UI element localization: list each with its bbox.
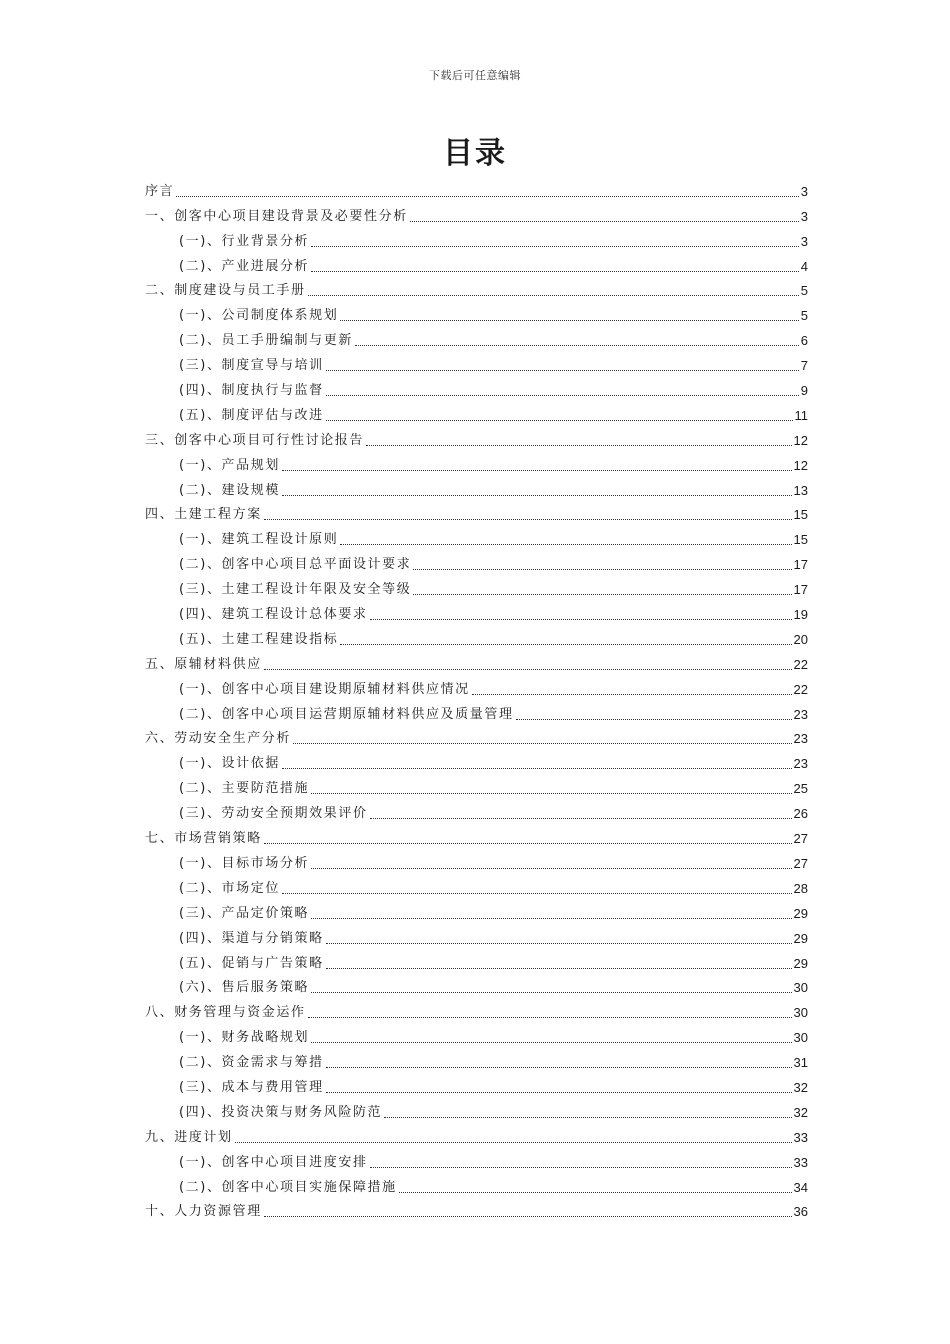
toc-entry[interactable] [145, 500, 808, 525]
toc-entry-page-number: 25 [793, 781, 808, 797]
toc-entry[interactable] [145, 300, 808, 325]
toc-entry-page-number: 5 [800, 308, 808, 324]
toc-dot-leader [293, 743, 792, 744]
toc-entry-label: (一)、目标市场分析 [179, 855, 310, 871]
toc-dot-leader [326, 968, 792, 969]
toc-entry-label: (二)、市场定位 [179, 880, 280, 896]
toc-entry-label: (五)、制度评估与改进 [179, 407, 324, 423]
toc-entry-page-number: 34 [793, 1179, 808, 1195]
toc-entry-page-number: 33 [793, 1154, 808, 1170]
toc-entry-page-number: 32 [793, 1104, 808, 1120]
toc-entry-label: (三)、制度宣导与培训 [179, 358, 324, 374]
page-title: 目录 [443, 136, 507, 171]
toc-entry-label: 二、制度建设与员工手册 [145, 283, 306, 299]
toc-entry-page-number: 29 [793, 930, 808, 946]
toc-dot-leader [311, 992, 791, 993]
toc-entry[interactable] [145, 350, 808, 375]
toc-entry[interactable] [145, 574, 808, 599]
toc-entry-page-number: 29 [793, 955, 808, 971]
toc-entry-label: (二)、创客中心项目总平面设计要求 [179, 557, 412, 573]
toc-entry-label: 七、市场营销策略 [145, 831, 262, 847]
toc-entry-label: (二)、建设规模 [179, 482, 280, 498]
toc-entry-page-number: 17 [793, 557, 808, 573]
toc-entry-label: (四)、制度执行与监督 [179, 383, 324, 399]
toc-entry-label: 一、创客中心项目建设背景及必要性分析 [145, 208, 408, 224]
toc-entry[interactable] [145, 724, 808, 749]
toc-entry-label: (三)、土建工程设计年限及安全等级 [179, 582, 412, 598]
toc-entry-page-number: 3 [800, 233, 808, 249]
toc-entry[interactable] [145, 1122, 808, 1147]
toc-entry-page-number: 22 [793, 656, 808, 672]
toc-dot-leader [384, 1117, 791, 1118]
toc-entry[interactable] [145, 798, 808, 823]
toc-entry[interactable] [145, 201, 808, 226]
toc-entry[interactable] [145, 524, 808, 549]
toc-entry-page-number: 32 [793, 1079, 808, 1095]
toc-entry[interactable] [145, 1147, 808, 1172]
toc-entry[interactable] [145, 773, 808, 798]
toc-dot-leader [340, 320, 798, 321]
toc-entry[interactable] [145, 375, 808, 400]
toc-entry[interactable] [145, 325, 808, 350]
toc-entry-page-number: 13 [793, 482, 808, 498]
toc-dot-leader [308, 295, 799, 296]
toc-entry[interactable] [145, 450, 808, 475]
toc-entry-label: (四)、建筑工程设计总体要求 [179, 607, 368, 623]
toc-entry-page-number: 29 [793, 905, 808, 921]
toc-entry-page-number: 11 [794, 407, 808, 423]
toc-dot-leader [516, 719, 792, 720]
toc-entry-label: (二)、资金需求与筹措 [179, 1055, 324, 1071]
toc-entry-page-number: 27 [793, 855, 808, 871]
toc-entry[interactable] [145, 848, 808, 873]
toc-dot-leader [326, 370, 799, 371]
toc-dot-leader [308, 1017, 792, 1018]
toc-entry-page-number: 3 [800, 183, 808, 199]
toc-entry[interactable] [145, 649, 808, 674]
toc-dot-leader [282, 470, 792, 471]
toc-dot-leader [399, 1192, 792, 1193]
toc-entry-label: (一)、财务战略规划 [179, 1030, 310, 1046]
toc-entry-label: (二)、主要防范措施 [179, 781, 310, 797]
toc-dot-leader [311, 271, 799, 272]
toc-entry-label: (四)、渠道与分销策略 [179, 930, 324, 946]
toc-entry-label: 八、财务管理与资金运作 [145, 1005, 306, 1021]
toc-entry-page-number: 22 [793, 681, 808, 697]
toc-entry[interactable] [145, 948, 808, 973]
toc-entry-label: 十、人力资源管理 [145, 1204, 262, 1220]
toc-entry-label: 序言 [145, 183, 175, 199]
toc-entry-page-number: 23 [793, 731, 808, 747]
toc-entry-page-number: 31 [793, 1055, 808, 1071]
toc-entry-page-number: 5 [800, 283, 808, 299]
toc-dot-leader [282, 893, 792, 894]
toc-dot-leader [366, 445, 792, 446]
toc-dot-leader [235, 1142, 792, 1143]
toc-dot-leader [264, 1216, 792, 1217]
toc-entry-page-number: 17 [793, 582, 808, 598]
toc-entry-label: 六、劳动安全生产分析 [145, 731, 292, 747]
toc-entry-label: (六)、售后服务策略 [179, 980, 310, 996]
toc-entry[interactable] [145, 898, 808, 923]
toc-entry-page-number: 6 [800, 333, 808, 349]
toc-entry[interactable] [145, 425, 808, 450]
toc-entry-page-number: 12 [793, 457, 808, 473]
toc-dot-leader [410, 221, 799, 222]
toc-entry-label: (三)、成本与费用管理 [179, 1079, 324, 1095]
toc-entry-label: (三)、劳动安全预期效果评价 [179, 806, 368, 822]
toc-dot-leader [282, 768, 792, 769]
toc-dot-leader [311, 918, 791, 919]
toc-entry-label: (二)、产业进展分析 [179, 258, 310, 274]
toc-entry-label: (一)、行业背景分析 [179, 233, 310, 249]
toc-entry[interactable] [145, 1022, 808, 1047]
toc-entry-label: (一)、创客中心项目进度安排 [179, 1154, 368, 1170]
toc-entry[interactable] [145, 997, 808, 1022]
toc-dot-leader [326, 1067, 792, 1068]
toc-entry-label: (一)、公司制度体系规划 [179, 308, 339, 324]
toc-entry[interactable] [145, 176, 808, 201]
toc-entry-page-number: 26 [793, 806, 808, 822]
toc-dot-leader [264, 843, 792, 844]
toc-entry[interactable] [145, 599, 808, 624]
toc-entry[interactable] [145, 1172, 808, 1197]
toc-entry-label: (二)、创客中心项目运营期原辅材料供应及质量管理 [179, 706, 514, 722]
toc-entry-label: 四、土建工程方案 [145, 507, 262, 523]
table-of-contents [145, 176, 808, 1221]
toc-entry-page-number: 19 [793, 607, 808, 623]
toc-dot-leader [311, 793, 791, 794]
toc-entry[interactable] [145, 1197, 808, 1222]
toc-entry[interactable] [145, 699, 808, 724]
toc-entry[interactable] [145, 624, 808, 649]
toc-entry-page-number: 4 [800, 258, 808, 274]
toc-dot-leader [176, 196, 799, 197]
toc-dot-leader [264, 519, 792, 520]
toc-entry-page-number: 27 [793, 831, 808, 847]
toc-entry[interactable] [145, 1097, 808, 1122]
header-note: 下载后可任意编辑 [429, 69, 521, 82]
toc-entry-label: 九、进度计划 [145, 1129, 233, 1145]
toc-entry-label: (一)、建筑工程设计原则 [179, 532, 339, 548]
toc-entry-page-number: 23 [793, 756, 808, 772]
toc-entry-page-number: 9 [800, 383, 808, 399]
toc-dot-leader [326, 1092, 792, 1093]
toc-dot-leader [413, 569, 791, 570]
toc-entry[interactable] [145, 475, 808, 500]
toc-entry-page-number: 12 [793, 432, 808, 448]
toc-entry[interactable] [145, 226, 808, 251]
toc-entry-page-number: 28 [793, 880, 808, 896]
toc-entry[interactable] [145, 873, 808, 898]
toc-entry-label: 五、原辅材料供应 [145, 656, 262, 672]
toc-dot-leader [264, 669, 792, 670]
toc-entry-page-number: 30 [793, 1005, 808, 1021]
toc-entry-label: 三、创客中心项目可行性讨论报告 [145, 432, 365, 448]
toc-dot-leader [413, 594, 791, 595]
toc-dot-leader [370, 619, 792, 620]
toc-entry-label: (一)、产品规划 [179, 457, 280, 473]
toc-dot-leader [370, 818, 792, 819]
toc-entry-label: (三)、产品定价策略 [179, 905, 310, 921]
toc-entry-page-number: 36 [793, 1204, 808, 1220]
toc-entry-page-number: 15 [793, 507, 808, 523]
toc-entry[interactable] [145, 1047, 808, 1072]
toc-dot-leader [311, 868, 791, 869]
toc-dot-leader [311, 246, 799, 247]
toc-entry-page-number: 7 [800, 358, 808, 374]
toc-entry-label: (五)、促销与广告策略 [179, 955, 324, 971]
toc-dot-leader [326, 420, 793, 421]
toc-entry-page-number: 30 [793, 1030, 808, 1046]
toc-dot-leader [282, 495, 792, 496]
toc-entry[interactable] [145, 251, 808, 276]
toc-entry[interactable] [145, 549, 808, 574]
toc-dot-leader [326, 943, 792, 944]
toc-entry[interactable] [145, 1072, 808, 1097]
toc-entry-page-number: 30 [793, 980, 808, 996]
toc-entry-page-number: 3 [800, 208, 808, 224]
toc-dot-leader [370, 1167, 792, 1168]
toc-entry-label: (一)、设计依据 [179, 756, 280, 772]
toc-dot-leader [326, 395, 799, 396]
toc-entry-label: (五)、土建工程建设指标 [179, 631, 339, 647]
toc-entry-label: (四)、投资决策与财务风险防范 [179, 1104, 383, 1120]
toc-entry-label: (二)、创客中心项目实施保障措施 [179, 1179, 397, 1195]
toc-entry[interactable] [145, 276, 808, 301]
toc-entry-page-number: 15 [793, 532, 808, 548]
toc-entry-label: (二)、员工手册编制与更新 [179, 333, 353, 349]
toc-entry[interactable] [145, 973, 808, 998]
toc-entry[interactable] [145, 923, 808, 948]
toc-dot-leader [472, 694, 792, 695]
toc-entry[interactable] [145, 674, 808, 699]
toc-entry-label: (一)、创客中心项目建设期原辅材料供应情况 [179, 681, 470, 697]
toc-entry-page-number: 20 [793, 631, 808, 647]
toc-dot-leader [355, 345, 799, 346]
toc-dot-leader [340, 544, 791, 545]
toc-entry-page-number: 23 [793, 706, 808, 722]
toc-entry[interactable] [145, 400, 808, 425]
toc-entry-page-number: 33 [793, 1129, 808, 1145]
toc-dot-leader [311, 1042, 791, 1043]
toc-entry[interactable] [145, 748, 808, 773]
toc-dot-leader [340, 644, 791, 645]
toc-entry[interactable] [145, 823, 808, 848]
